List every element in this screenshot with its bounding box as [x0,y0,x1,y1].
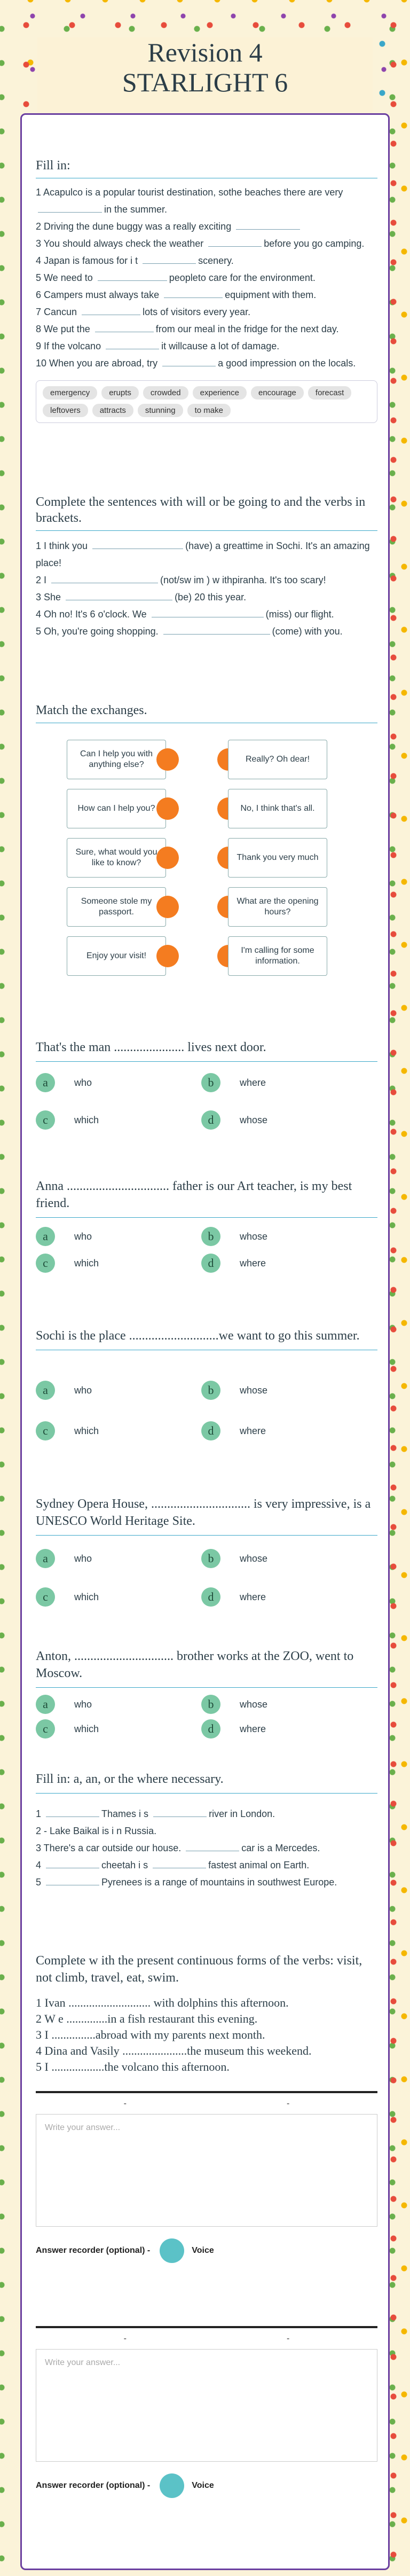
sentence-4: 4 Japan is famous for i t scenery. [36,255,234,266]
toolbar-dropdown[interactable]: - [287,2099,290,2108]
sentence-3: 3 I ...............abroad with my parents next month. [36,2028,265,2041]
worksheet-title [37,37,373,115]
option-letter: a [36,1695,55,1714]
word-chip[interactable]: forecast [308,386,351,400]
match-left-1[interactable]: Can I help you with anything else? [67,740,166,779]
option-c[interactable]: c which [36,1110,99,1130]
match-handle[interactable] [156,797,179,820]
title-line-2: STARLIGHT 6 [122,67,288,97]
word-chip[interactable]: experience [193,386,247,400]
question-relative-4 [36,1496,377,1624]
question-text: Sydney Opera House, ............................... is very impressive, is a UNESCO World Heritage Site. [36,1496,377,1536]
option-letter: d [201,1421,220,1440]
answer-recorder [36,2473,377,2498]
sentence-1: 1 Thames i s river in London. [36,1808,275,1819]
option-c[interactable]: c which [36,1421,99,1440]
option-c[interactable]: c which [36,1587,99,1607]
option-letter: a [36,1073,55,1092]
sentence-4: 4 cheetah i s fastest animal on Earth. [36,1860,310,1870]
option-a[interactable]: a who [36,1073,92,1092]
match-left-2[interactable]: How can I help you? [67,789,166,828]
sentence-1: 1 I think you (have) a greattime in Sochi. It's an amazing place! [36,541,370,568]
record-voice-button[interactable] [160,2238,184,2263]
option-a[interactable]: a who [36,1381,92,1400]
voice-label: Voice [192,2246,214,2255]
match-right-2[interactable]: No, I think that's all. [228,789,327,828]
answer-panel-1 [36,2091,377,2263]
answer-blank[interactable] [143,254,196,264]
word-chip[interactable]: encourage [251,386,304,400]
option-letter: c [36,1719,55,1739]
option-letter: b [201,1227,220,1246]
sentence-8: 8 We put the from our meal in the fridge for the next day. [36,324,339,334]
section-heading: Complete the sentences with will or be going to and the verbs in brackets. [36,494,377,531]
section-heading: Fill in: [36,158,377,178]
section-heading: Complete w ith the present continuous forms of the verbs: visit, not climb, travel, eat, swim. [36,1954,362,1985]
option-letter: d [201,1254,220,1273]
toolbar-dropdown[interactable]: - [123,2334,127,2343]
answer-blank[interactable] [186,1842,239,1851]
articles-lines [36,1805,377,1891]
option-letter: d [201,1110,220,1130]
present-continuous-lines [36,1995,377,2075]
match-handle[interactable] [156,945,179,967]
answer-blank[interactable] [38,203,102,213]
match-handle[interactable] [156,896,179,918]
word-chip[interactable]: attracts [92,404,133,417]
toolbar-dropdown[interactable]: - [123,2099,127,2108]
match-left-3[interactable]: Sure, what would you like to know? [67,838,166,878]
sentence-1: 1 Ivan ............................ with dolphins this afternoon. [36,1996,289,2009]
recorder-label: Answer recorder (optional) - [36,2481,151,2490]
match-left-5[interactable]: Enjoy your visit! [67,936,166,976]
word-chip[interactable]: crowded [143,386,188,400]
sentence-2: 2 - Lake Baikal is i n Russia. [36,1826,157,1836]
answer-blank[interactable] [95,323,154,332]
answer-blank[interactable] [46,1859,99,1868]
answer-toolbar [36,2091,377,2115]
sentence-3: 3 You should always check the weather before you go camping. [36,238,365,249]
match-left-4[interactable]: Someone stole my passport. [67,887,166,927]
option-d[interactable]: d where [201,1719,266,1739]
answer-blank[interactable] [46,1876,99,1885]
toolbar-dropdown[interactable]: - [287,2334,290,2343]
option-letter: d [201,1719,220,1739]
option-letter: c [36,1254,55,1273]
sentence-2: 2 W e ..............in a fish restaurant this evening. [36,2012,258,2025]
sentence-6: 6 Campers must always take equipment with them. [36,289,317,300]
word-chip[interactable]: stunning [138,404,183,417]
sentence-3: 3 There's a car outside our house. car is a Mercedes. [36,1843,320,1853]
answer-blank[interactable] [236,220,300,230]
answer-blank[interactable] [163,625,270,635]
option-b[interactable]: b whose [201,1549,267,1568]
sentence-2: 2 I (not/sw im ) w ithpiranha. It's too scary! [36,575,326,585]
question-relative-1 [36,1039,377,1146]
answer-blank[interactable] [162,357,216,366]
answer-blank[interactable] [82,306,140,315]
question-text: Anna ................................ father is our Art teacher, is my best friend. [36,1178,377,1218]
answer-blank[interactable] [152,608,264,617]
question-text: Sochi is the place ............................we want to go this summer. [36,1327,377,1350]
sentence-3: 3 She (be) 20 this year. [36,592,247,602]
answer-recorder [36,2238,377,2263]
option-a[interactable]: a who [36,1695,92,1714]
match-handle[interactable] [156,748,179,771]
option-letter: a [36,1549,55,1568]
question-text: That's the man ...................... lives next door. [36,1039,377,1062]
word-chip[interactable]: leftovers [43,404,88,417]
option-letter: b [201,1695,220,1714]
option-d[interactable]: d where [201,1254,266,1273]
match-right-1[interactable]: Really? Oh dear! [228,740,327,779]
match-right-4[interactable]: What are the opening hours? [228,887,327,927]
answer-blank[interactable] [46,1807,99,1817]
option-d[interactable]: d whose [201,1110,267,1130]
option-letter: b [201,1381,220,1400]
title-line-1: Revision 4 [147,37,263,67]
answer-blank[interactable] [92,539,183,549]
sentence-9: 9 If the volcano it willcause a lot of damage. [36,341,280,351]
match-right-5[interactable]: I'm calling for some information. [228,936,327,976]
answer-toolbar [36,2326,377,2350]
answer-blank[interactable] [208,237,262,247]
option-b[interactable]: b whose [201,1381,267,1400]
question-relative-3 [36,1327,377,1455]
answer-blank[interactable] [66,591,172,600]
option-d[interactable]: d where [201,1421,266,1440]
option-letter: d [201,1587,220,1607]
section-fill-in [36,158,377,423]
option-b[interactable]: b where [201,1073,266,1092]
answer-textarea[interactable]: Write your answer... [36,2115,377,2227]
option-d[interactable]: d where [201,1587,266,1607]
answer-blank[interactable] [106,340,159,349]
sentence-5: 5 I ..................the volcano this afternoon. [36,2060,230,2073]
word-chip[interactable]: to make [187,404,231,417]
answer-panel-2 [36,2326,377,2498]
fill-in-lines [36,184,377,372]
word-chip[interactable]: emergency [43,386,97,400]
match-right-3[interactable]: Thank you very much [228,838,327,878]
sentence-4: 4 Oh no! It's 6 o'clock. We (miss) our flight. [36,609,334,620]
word-bank [36,380,377,423]
option-letter: b [201,1073,220,1092]
option-b[interactable]: b whose [201,1695,267,1714]
answer-blank[interactable] [153,1807,207,1817]
worksheet-sheet [20,113,390,2570]
section-articles [36,1771,377,1891]
will-lines [36,537,377,640]
match-handle[interactable] [156,847,179,869]
answer-blank[interactable] [98,271,167,281]
answer-blank[interactable] [164,288,223,298]
sentence-7: 7 Cancun lots of visitors every year. [36,307,251,317]
section-heading: Fill in: a, an, or the where necessary. [36,1771,377,1794]
option-c[interactable]: c which [36,1254,99,1273]
option-b[interactable]: b whose [201,1227,267,1246]
option-letter: c [36,1421,55,1440]
answer-textarea[interactable]: Write your answer... [36,2350,377,2462]
recorder-label: Answer recorder (optional) - [36,2246,151,2255]
answer-blank[interactable] [153,1859,206,1868]
question-relative-2 [36,1178,377,1295]
voice-label: Voice [192,2481,214,2490]
word-chip[interactable]: erupts [101,386,139,400]
section-heading: Match the exchanges. [36,702,377,723]
question-text: Anton, ............................... brother works at the ZOO, went to Moscow. [36,1648,377,1688]
sentence-5: 5 Pyrenees is a range of mountains in southwest Europe. [36,1877,337,1888]
sentence-5: 5 Oh, you're going shopping. (come) with you. [36,626,343,637]
option-letter: c [36,1587,55,1607]
option-c[interactable]: c which [36,1719,99,1739]
sentence-2: 2 Driving the dune buggy was a really exciting [36,218,377,235]
sentence-4: 4 Dina and Vasily ......................the museum this weekend. [36,2044,312,2057]
section-match [36,702,377,1001]
option-a[interactable]: a who [36,1549,92,1568]
option-letter: a [36,1381,55,1400]
answer-blank[interactable] [51,574,158,583]
sentence-10: 10 When you are abroad, try a good impression on the locals. [36,358,356,369]
section-present-continuous [36,1952,377,2075]
option-letter: a [36,1227,55,1246]
option-letter: b [201,1549,220,1568]
sentence-5: 5 We need to peopleto care for the environment. [36,272,316,283]
section-will-going-to [36,494,377,640]
record-voice-button[interactable] [160,2473,184,2498]
question-relative-5 [36,1648,377,1765]
option-a[interactable]: a who [36,1227,92,1246]
sentence-1: 1 Acapulco is a popular tourist destination, sothe beaches there are very in the summer. [36,187,343,215]
option-letter: c [36,1110,55,1130]
